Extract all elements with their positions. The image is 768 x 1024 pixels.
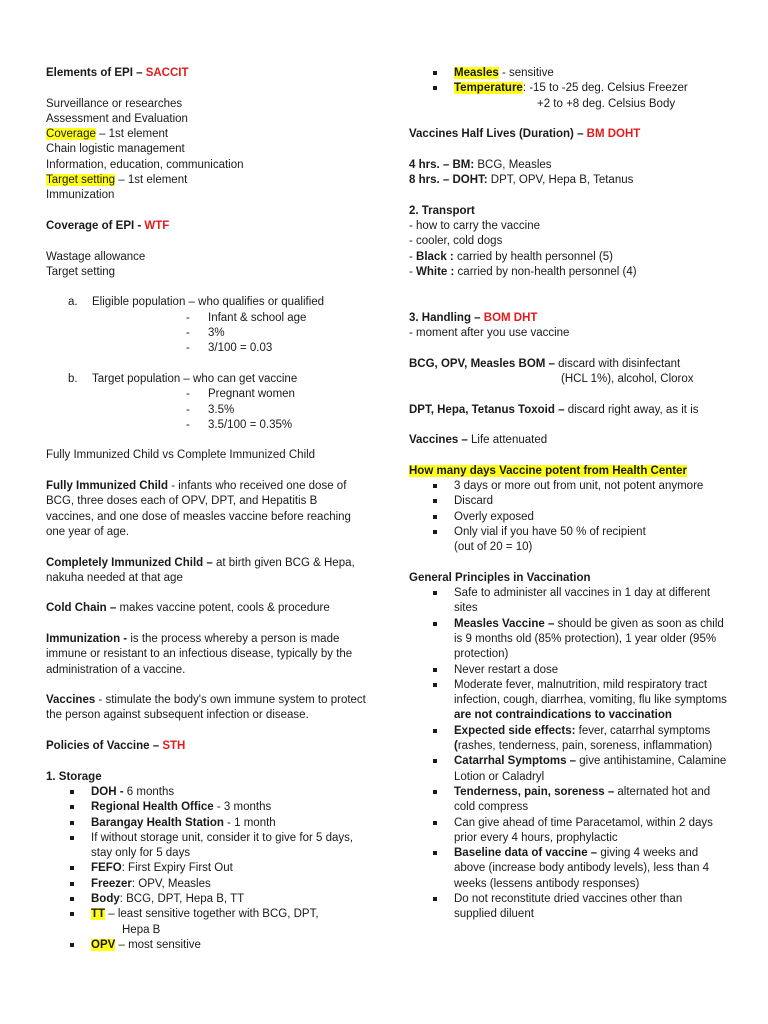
policies-heading: Policies of Vaccine – STH xyxy=(46,740,186,753)
list-item: Tenderness, pain, soreness – alternated hot and cold compress xyxy=(409,785,727,816)
doht-line: 8 hrs. – DOHT: DPT, OPV, Hepa B, Tetanus xyxy=(409,174,634,187)
list-item: Measles Vaccine – should be given as soon as child is 9 months old (85% protection), 1 year older (95% protection) xyxy=(409,617,727,663)
coverage-heading: Coverage of EPI - WTF xyxy=(46,219,170,232)
fic-definition: Fully Immunized Child - infants who received one dose of BCG, three doses each of OPV, DPT, and Hepatitis B vaccines, and one dose of measles vaccine before reaching one year of age. xyxy=(46,480,351,538)
bom-line: BCG, OPV, Measles BOM – discard with disinfectant xyxy=(409,357,681,370)
list-item: Catarrhal Symptoms – give antihistamine, Calamine Lotion or Caladryl xyxy=(409,754,727,785)
general-principles-heading: General Principles in Vaccination xyxy=(409,571,591,584)
storage-list xyxy=(46,785,368,923)
handling-sub: - moment after you use vaccine xyxy=(409,327,570,340)
storage-list-cont xyxy=(46,938,368,953)
epi-elements-heading: Elements of EPI – SACCIT xyxy=(46,67,189,79)
transport-black: - Black : carried by health personnel (5) xyxy=(409,250,613,263)
list-item: Never restart a dose xyxy=(409,663,727,678)
transport-white: - White : carried by non-health personnel (4) xyxy=(409,265,637,278)
list-item: Only vial if you have 50 % of recipient xyxy=(409,525,727,540)
eligible-subitem: - 3/100 = 0.03 xyxy=(186,342,273,355)
target-population: b. Target population – who can get vaccine xyxy=(68,372,298,385)
saccit-item: Assessment and Evaluation xyxy=(46,112,188,125)
list-item: Do not reconstitute dried vaccines other than supplied diluent xyxy=(409,892,727,923)
tt-continuation: Hepa B xyxy=(122,923,161,936)
storage-list-continued xyxy=(409,66,727,97)
saccit-item: Chain logistic management xyxy=(46,143,185,156)
transport-heading: 2. Transport xyxy=(409,204,475,217)
target-subitem: - 3.5/100 = 0.35% xyxy=(186,418,293,431)
cold-chain-definition: Cold Chain – makes vaccine potent, cools & procedure xyxy=(46,602,330,615)
saccit-item: Immunization xyxy=(46,189,115,202)
half-lives-heading: Vaccines Half Lives (Duration) – BM DOHT xyxy=(409,128,641,141)
list-item: Baseline data of vaccine – giving 4 weeks and above (increase body antibody levels), less than 4 weeks (lessens antibody responses) xyxy=(409,846,727,892)
potency-continuation: (out of 20 = 10) xyxy=(454,541,533,554)
immunization-definition: Immunization - is the process whereby a person is made immune or resistant to an infectious disease, typically by the administration of a vaccine. xyxy=(46,632,353,676)
bm-line: 4 hrs. – BM: BCG, Measles xyxy=(409,158,552,171)
transport-line: - cooler, cold dogs xyxy=(409,235,503,248)
vaccines-life-line: Vaccines – Life attenuated xyxy=(409,434,548,447)
list-item: Discard xyxy=(409,494,727,509)
list-item: Safe to administer all vaccines in 1 day at different sites xyxy=(409,586,727,617)
eligible-population: a. Eligible population – who qualifies or qualified xyxy=(68,296,325,309)
saccit-item: Coverage – 1st element xyxy=(46,128,169,141)
dht-line: DPT, Hepa, Tetanus Toxoid – discard right away, as it is xyxy=(409,403,699,416)
eligible-subitem: - Infant & school age xyxy=(186,311,307,324)
potency-heading: How many days Vaccine potent from Health Center xyxy=(409,464,687,477)
potency-list xyxy=(409,479,727,540)
list-item: Overly exposed xyxy=(409,510,727,525)
list-item: Can give ahead of time Paracetamol, within 2 days prior every 4 hours, prophylactic xyxy=(409,816,727,847)
list-item: 3 days or more out from unit, not potent anymore xyxy=(409,479,727,494)
list-item: Freezer: OPV, Measles xyxy=(46,877,368,892)
saccit-item: Target setting – 1st element xyxy=(46,174,188,187)
list-item: If without storage unit, consider it to give for 5 days, stay only for 5 days xyxy=(46,831,368,862)
eligible-subitem: - 3% xyxy=(186,327,225,340)
left-column xyxy=(46,66,368,953)
storage-heading: 1. Storage xyxy=(46,770,102,783)
temperature-body: +2 to +8 deg. Celsius Body xyxy=(537,97,676,110)
vaccines-definition: Vaccines - stimulate the body's own immune system to protect the person against subsequent infection or disease. xyxy=(46,694,366,722)
target-subitem: - Pregnant women xyxy=(186,388,295,401)
list-item: DOH - 6 months xyxy=(46,785,368,800)
bom-continuation: (HCL 1%), alcohol, Clorox xyxy=(561,372,694,385)
fic-vs-cic-line: Fully Immunized Child vs Complete Immunized Child xyxy=(46,449,316,462)
list-item: Moderate fever, malnutrition, mild respiratory tract infection, cough, diarrhea, vomiting, flu like symptoms are not contraindications to vaccination xyxy=(409,678,727,724)
list-item: Body: BCG, DPT, Hepa B, TT xyxy=(46,892,368,907)
general-principles-list xyxy=(409,586,727,923)
cic-definition: Completely Immunized Child – at birth given BCG & Hepa, nakuha needed at that age xyxy=(46,556,355,584)
list-item: Temperature: -15 to -25 deg. Celsius Freezer xyxy=(409,81,727,96)
list-item: Measles - sensitive xyxy=(409,66,727,81)
wtf-item: Wastage allowance xyxy=(46,250,146,263)
handling-heading: 3. Handling – BOM DHT xyxy=(409,311,538,324)
list-item: TT – least sensitive together with BCG, DPT, xyxy=(46,907,368,922)
list-item: OPV – most sensitive xyxy=(46,938,368,953)
target-subitem: - 3.5% xyxy=(186,403,235,416)
right-column xyxy=(409,66,727,923)
list-item: Barangay Health Station - 1 month xyxy=(46,816,368,831)
saccit-item: Surveillance or researches xyxy=(46,97,183,110)
saccit-item: Information, education, communication xyxy=(46,158,244,171)
wtf-item: Target setting xyxy=(46,265,116,278)
transport-line: - how to carry the vaccine xyxy=(409,219,541,232)
list-item: Regional Health Office - 3 months xyxy=(46,800,368,815)
list-item: Expected side effects: fever, catarrhal symptoms (rashes, tenderness, pain, soreness, inflammation) xyxy=(409,724,727,755)
list-item: FEFO: First Expiry First Out xyxy=(46,861,368,876)
